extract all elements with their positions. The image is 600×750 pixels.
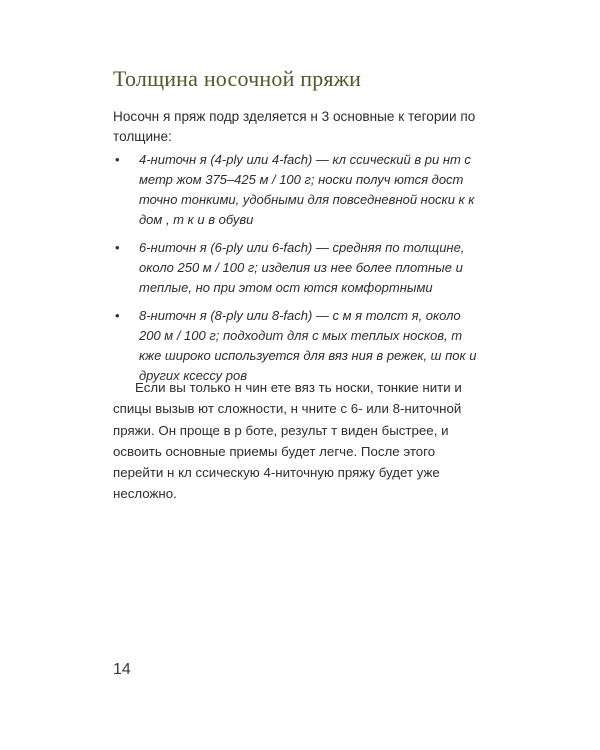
body-paragraph: Если вы только н чин ете вяз ть носки, тонкие нити и спицы вызыв ют сложности, н чните с 6- или 8-ниточной пряжи. Он проще в р боте, результ т виден быстрее, и освоить основные приемы будет легче. После этого перейти н кл ссическую 4-ниточную пряжу будет уже несложно. [113,380,462,502]
page-title: Толщина носочной пряжи [113,66,362,91]
intro-text: Носочн я пряж подр зделяется н 3 основные к тегории по толщине: [113,109,476,144]
list-item-text: 6-ниточн я (6-ply или 6-fach) — средняя по толщине, около 250 м / 100 г; изделия из нее более плотные и теплые, но при этом ост ются комфортными [139,240,465,295]
list-item [113,150,485,230]
list-item [113,306,485,386]
yarn-category-list [113,150,485,394]
list-item-text: 8-ниточн я (8-ply или 8-fach) — с м я толст я, около 200 м / 100 г; подходит для с мых теплых носков, т кже широко используется для вяз ния в режек, ш пок и других ксессу ров [139,308,477,383]
list-item-text: 4-ниточн я (4-ply или 4-fach) — кл ссический в ри нт с метр жом 375–425 м / 100 г; носки получ ются дост точно тонкими, удобными для повседневной носки к к дом , т к и в обуви [139,152,475,227]
bullet-icon: • [115,240,120,255]
page-number: 14 [113,661,131,678]
bullet-icon: • [115,308,120,323]
list-item [113,238,485,298]
bullet-icon: • [115,152,120,167]
